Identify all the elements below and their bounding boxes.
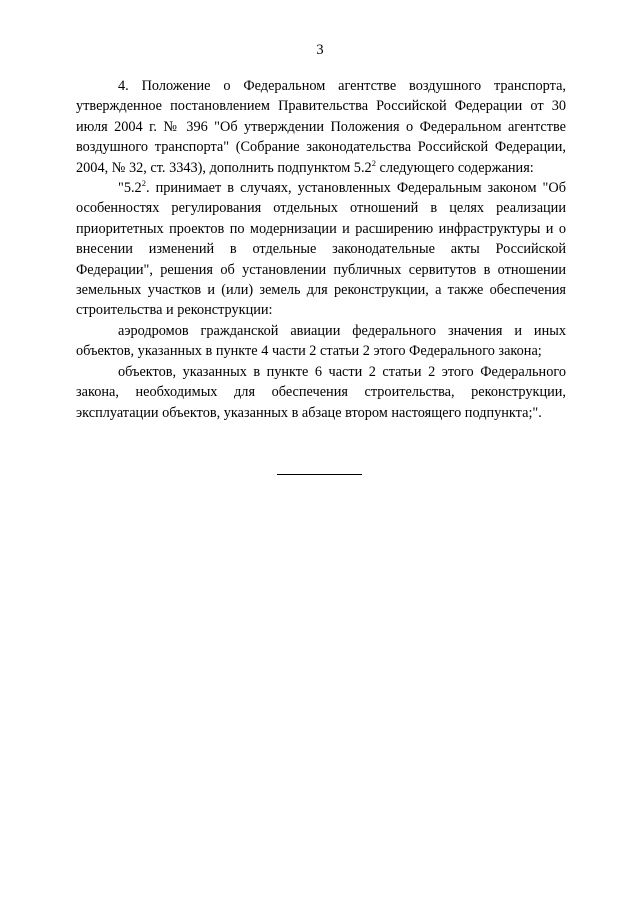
- end-divider-line: [277, 474, 362, 475]
- paragraph-amendment-intro: [76, 76, 566, 178]
- document-body: [76, 76, 566, 423]
- paragraph-text: "5.2: [118, 180, 142, 197]
- page-number: 3: [316, 42, 324, 58]
- superscript-index: 2: [371, 157, 376, 168]
- paragraph-text-tail: . принимает в случаях, установленных Федеральным законом "Об особенностях регулирования отдельных отношений в целях реализации приоритетных проектов по модернизации и расширению инфраструктуры и о внесении изменений в отдельные законодательные акты Российской Федерации", решения об установлении публичных сервитутов в отношении земельных участков и (или) земель для реконструкции, а также обеспечения строительства и реконструкции:: [76, 180, 566, 319]
- paragraph-airfields: аэродромов гражданской авиации федерального значения и иных объектов, указанных в пункте 4 части 2 статьи 2 этого Федерального закона;: [76, 322, 566, 360]
- paragraph-text-tail: следующего содержания:: [375, 159, 534, 176]
- paragraph-subclause-5-2-2: [76, 178, 566, 321]
- superscript-index: 2: [141, 178, 146, 189]
- paragraph-objects: объектов, указанных в пункте 6 части 2 статьи 2 этого Федерального закона, необходимых для обеспечения строительства, реконструкции, эксплуатации объектов, указанных в абзаце втором настоящего подпункта;".: [76, 363, 566, 421]
- paragraph-text: 4. Положение о Федеральном агентстве воздушного транспорта, утвержденное постановлением Правительства Российской Федерации от 30 июля 2004 г. № 396 "Об утверждении Положения о Федеральном агентстве воздушного транспорта" (Собрание законодательства Российской Федерации, 2004, № 32, ст. 3343), дополнить подпунктом 5.2: [76, 78, 566, 176]
